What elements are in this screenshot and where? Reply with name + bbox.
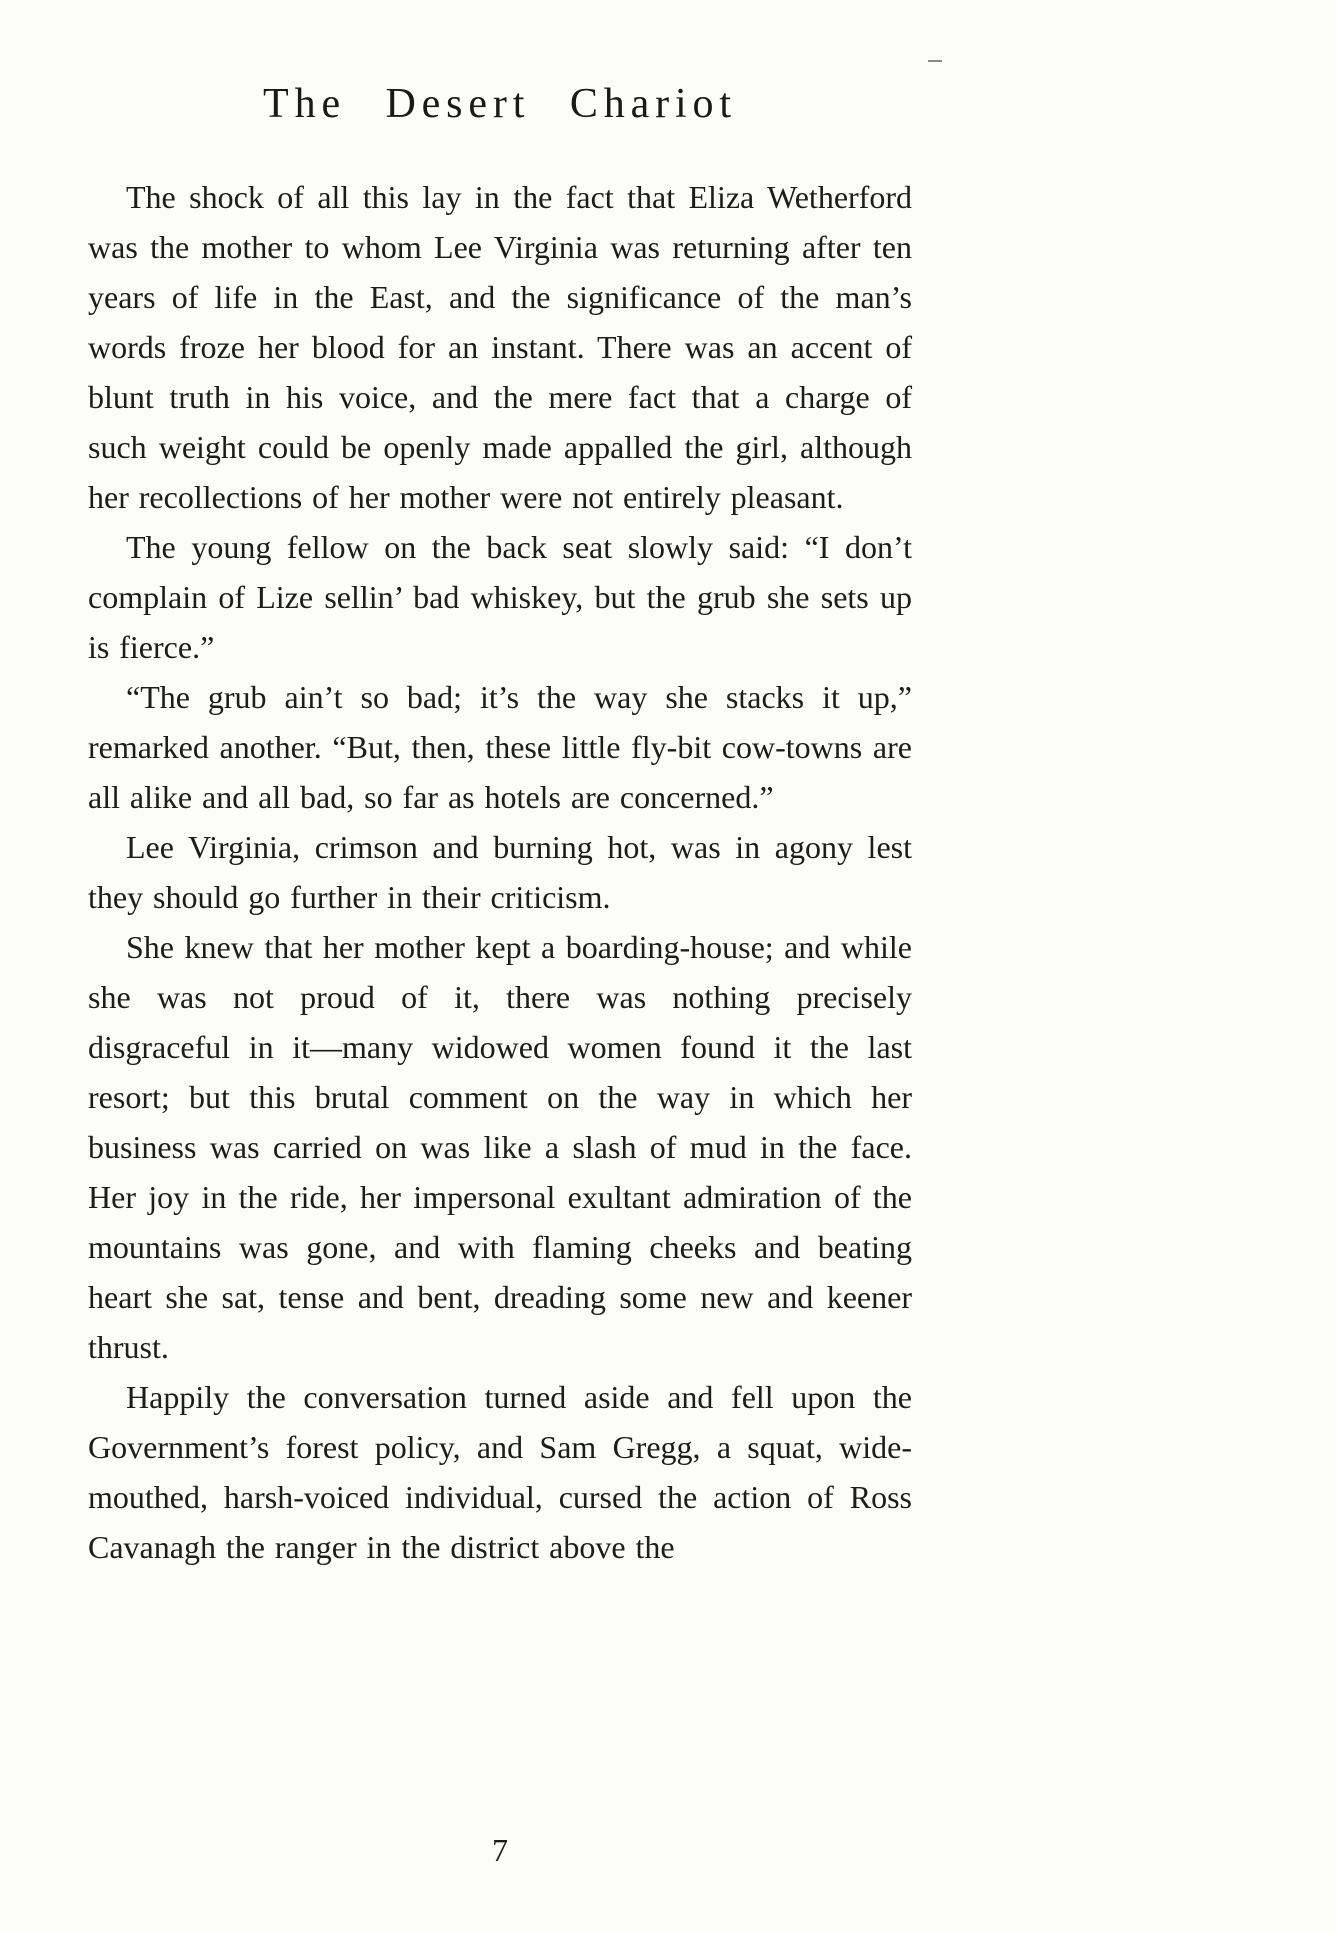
paragraph: She knew that her mother kept a boarding-house; and while she was not proud of it, there was nothing precisely disgraceful in it—many widowed women found it the last resort; but this brutal comment on the way in which her business was carried on was like a slash of mud in the face. Her joy in the ride, her impersonal exultant admiration of the mountains was gone, and with flaming cheeks and beating heart she sat, tense and bent, dreading some new and keener thrust. <box>88 929 912 1365</box>
paragraph: Happily the conversation turned aside and fell upon the Government’s forest policy, and Sam Gregg, a squat, wide-mouthed, harsh-voiced individual, cursed the action of Ross Cavanagh the ranger in the district above the <box>88 1379 912 1565</box>
page-body <box>88 172 912 1572</box>
paragraph: The young fellow on the back seat slowly said: “I don’t complain of Lize sellin’ bad whiskey, but the grub she sets up is fierce.” <box>88 529 912 665</box>
page-number: 7 <box>492 1832 508 1868</box>
paragraph: “The grub ain’t so bad; it’s the way she stacks it up,” remarked another. “But, then, these little fly-bit cow-towns are all alike and all bad, so far as hotels are concerned.” <box>88 679 912 815</box>
scan-artifact <box>928 60 942 62</box>
book-page <box>88 80 912 1572</box>
paragraph: Lee Virginia, crimson and burning hot, was in agony lest they should go further in their criticism. <box>88 829 912 915</box>
paragraph: The shock of all this lay in the fact that Eliza Wetherford was the mother to whom Lee Virginia was returning after ten years of life in the East, and the significance of the man’s words froze her blood for an instant. There was an accent of blunt truth in his voice, and the mere fact that a charge of such weight could be openly made appalled the girl, although her recollections of her mother were not entirely pleasant. <box>88 179 912 515</box>
page-title: The Desert Chariot <box>263 81 737 127</box>
